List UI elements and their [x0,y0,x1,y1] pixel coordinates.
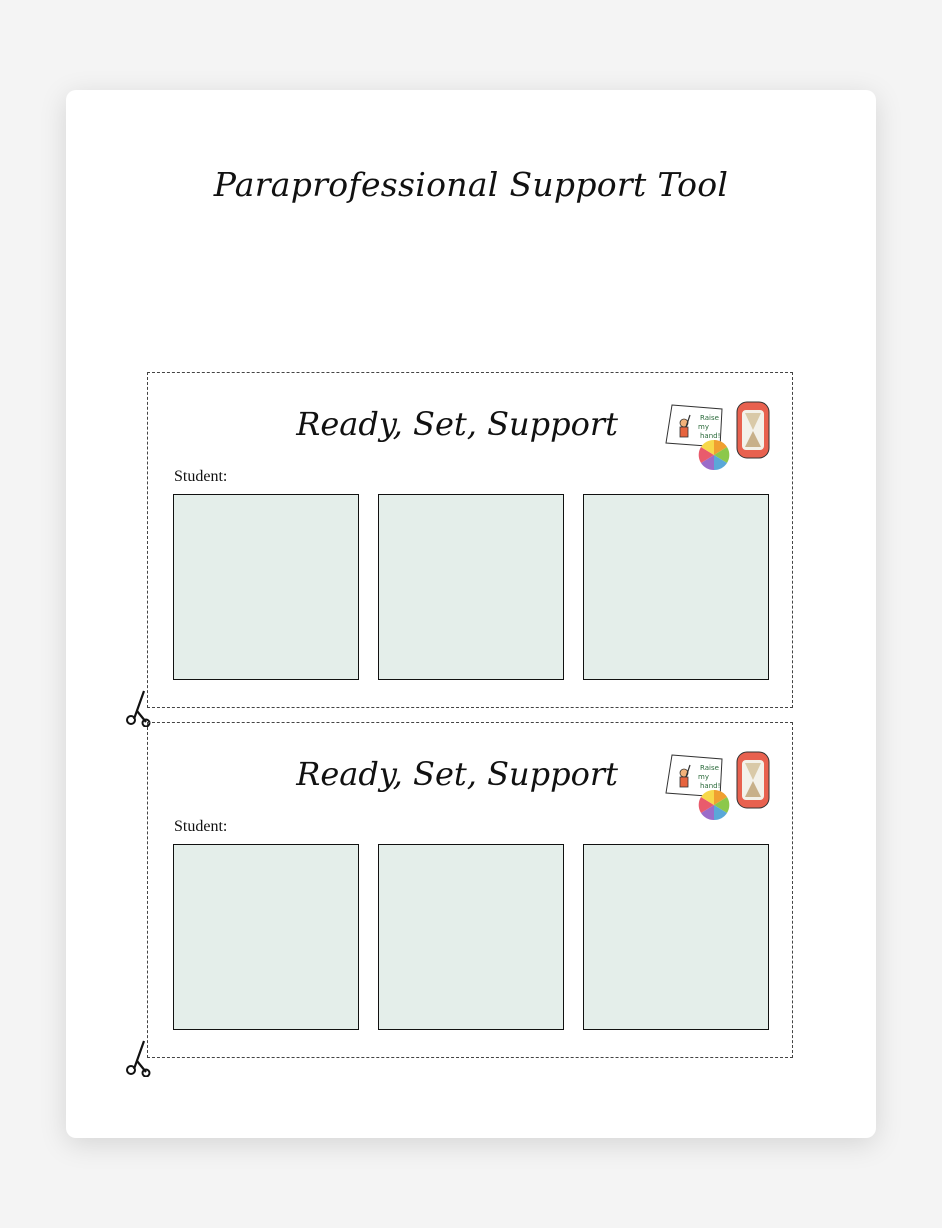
support-card [147,722,793,1058]
svg-text:hand!: hand! [700,782,721,790]
sign-text: Raise [700,414,719,422]
student-label: Student: [174,818,228,835]
page-title: Paraprofessional Support Tool [213,165,729,204]
picture-box-3 [583,494,769,680]
student-label: Student: [174,468,228,485]
card-icons [664,749,774,829]
card-title: Ready, Set, Support [296,755,618,793]
picture-box-2 [378,494,564,680]
card-title: Ready, Set, Support [296,405,618,443]
color-wheel-icon [694,437,734,473]
svg-text:hand!: hand! [700,432,721,440]
svg-text:my: my [698,773,709,781]
picture-box-1 [173,494,359,680]
svg-text:my: my [698,423,709,431]
sign-text: Raise [700,764,719,772]
scissors-icon [124,1039,152,1077]
hourglass-timer-icon [736,401,770,459]
picture-box-1 [173,844,359,1030]
card-icons [664,399,774,479]
support-card [147,372,793,708]
picture-box-2 [378,844,564,1030]
color-wheel-icon [694,787,734,823]
hourglass-timer-icon [736,751,770,809]
picture-box-3 [583,844,769,1030]
